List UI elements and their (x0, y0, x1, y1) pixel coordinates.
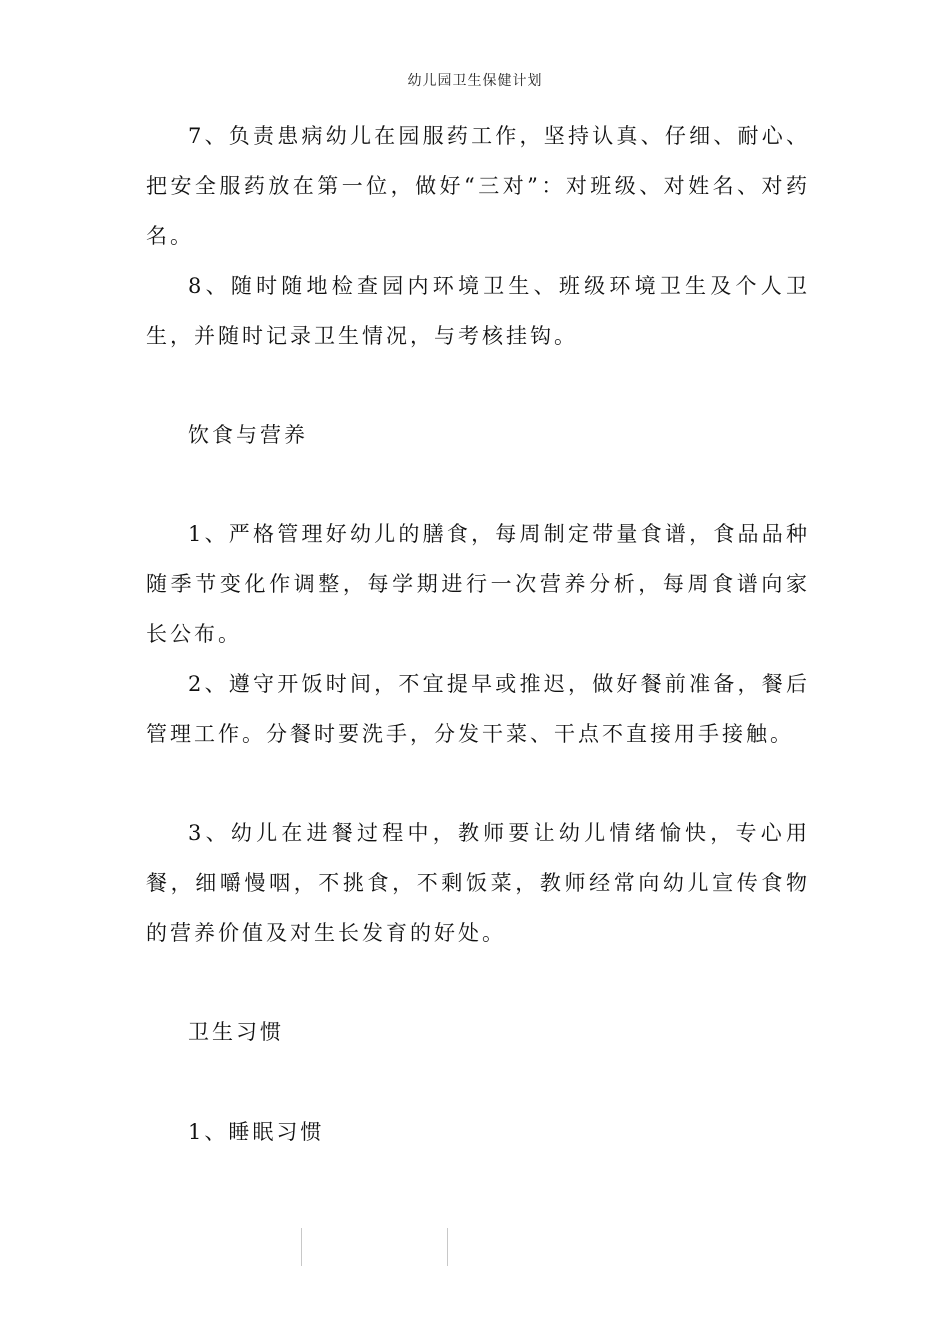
paragraph-diet-2: 2、遵守开饭时间，不宜提早或推迟，做好餐前准备，餐后管理工作。分餐时要洗手，分发干菜、干点不直接用手接触。 (146, 672, 810, 746)
page-header-title: 幼儿园卫生保健计划 (407, 73, 543, 89)
section-heading-diet: 饮食与营养 (188, 423, 308, 447)
paragraph-item-8: 8、随时随地检查园内环境卫生、班级环境卫生及个人卫生，并随时记录卫生情况，与考核挂钩。 (146, 274, 810, 348)
section-heading-hygiene: 卫生习惯 (188, 1020, 284, 1044)
paragraph-diet-1: 1、严格管理好幼儿的膳食，每周制定带量食谱，食品品种随季节变化作调整，每学期进行一次营养分析，每周食谱向家长公布。 (146, 522, 810, 646)
paragraph-item-7: 7、负责患病幼儿在园服药工作，坚持认真、仔细、耐心、把安全服药放在第一位，做好“三对”：对班级、对姓名、对药名。 (146, 124, 810, 248)
list-item-sleep-habit: 1、睡眠习惯 (188, 1120, 325, 1144)
paragraph-diet-3: 3、幼儿在进餐过程中，教师要让幼儿情绪愉快，专心用餐，细嚼慢咽，不挑食，不剩饭菜，教师经常向幼儿宣传食物的营养价值及对生长发育的好处。 (146, 821, 810, 945)
footer-divider-left (301, 1228, 302, 1266)
footer-divider-right (447, 1228, 448, 1266)
